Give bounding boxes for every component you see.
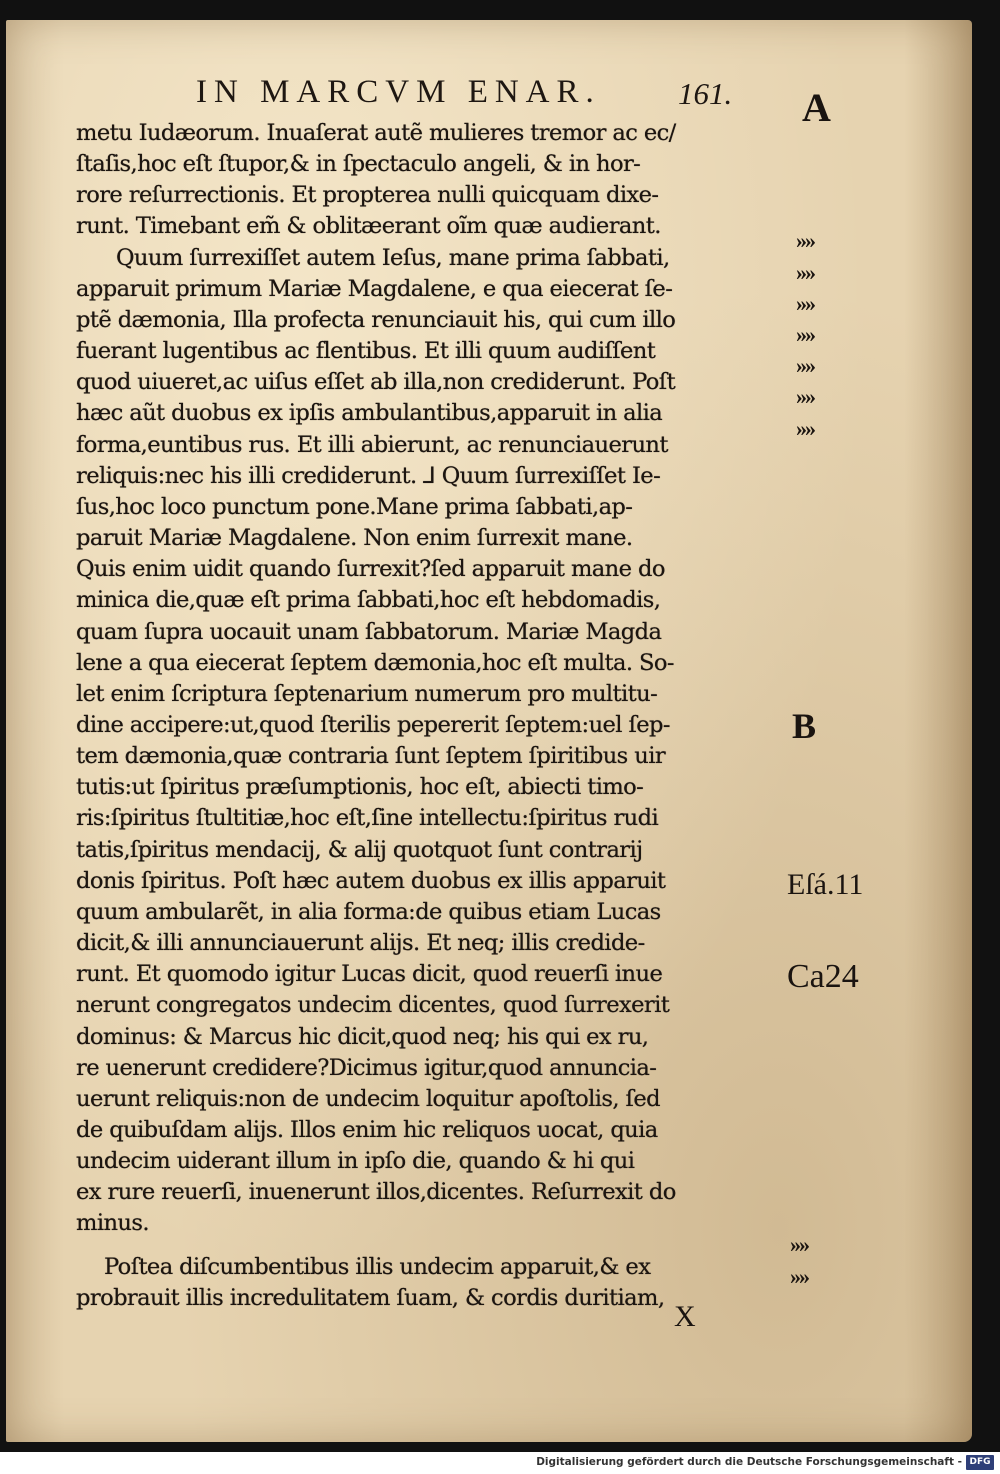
text-line: Quis enim uidit quando ſurrexit?ſed apparuit mane do	[76, 556, 665, 583]
text-line: Poſtea diſcumbentibus illis undecim apparuit,& ex	[104, 1253, 651, 1280]
text-line: dicit,& illi annunciauerunt alijs. Et neq; illis credide-	[76, 930, 645, 957]
text-line: ſtaſis,hoc eſt ſtupor,& in ſpectaculo angeli, & in hor-	[76, 151, 641, 178]
text-line: probrauit illis incredulitatem ſuam, & cordis duritiam,	[76, 1284, 665, 1311]
text-line: tem dæmonia,quæ contraria ſunt ſeptem ſpiritibus uir	[76, 743, 666, 770]
text-line: re uenerunt credidere?Dicimus igitur,quod annuncia-	[76, 1054, 657, 1081]
text-line: ex rure reuerſi, inuenerunt illos,dicentes. Reſurrexit do	[76, 1179, 676, 1206]
margin-letter-b: B	[792, 706, 817, 746]
body-text	[76, 118, 791, 1314]
text-line: paruit Mariæ Magdalene. Non enim ſurrexit mane.	[76, 525, 633, 552]
quote-mark: »»	[796, 291, 814, 316]
text-line: runt. Et quomodo igitur Lucas dicit, quod reuerſi inue	[76, 961, 663, 988]
text-line: nerunt congregatos undecim dicentes, quod ſurrexerit	[76, 992, 670, 1019]
text-line: dominus: & Marcus hic dicit,quod neq; his qui ex ru,	[76, 1023, 649, 1050]
paragraph-gap	[76, 1240, 791, 1252]
text-line: ris:ſpiritus ſtultitiæ,hoc eſt,ſine intellectu:ſpiritus rudi	[76, 805, 659, 832]
text-line: quum ambularẽt, in alia forma:de quibus etiam Lucas	[76, 898, 661, 925]
text-line: runt. Timebant em̃ & oblitæerant oĩm quæ audierant.	[76, 213, 661, 240]
text-line: hæc aũt duobus ex ipſis ambulantibus,apparuit in alia	[76, 400, 663, 427]
text-line: undecim uiderant illum in ipſo die, quando & hi qui	[76, 1148, 635, 1175]
quote-mark: »»	[796, 384, 814, 409]
text-line: donis ſpiritus. Poſt hæc autem duobus ex illis apparuit	[76, 867, 666, 894]
text-line: tutis:ut ſpiritus præſumptionis, hoc eſt, abiecti timo-	[76, 774, 644, 801]
footer-bar	[0, 1452, 1000, 1474]
text-line: fuerant lugentibus ac flentibus. Et illi quum audiſſent	[76, 338, 656, 365]
text-line: tatis,ſpiritus mendacij, & alij quotquot ſunt contrarij	[76, 836, 643, 863]
quote-mark: »»	[796, 322, 814, 347]
dfg-logo: DFG	[966, 1455, 994, 1470]
text-line: dine accipere:ut,quod ſterilis pepererit ſeptem:uel ſep-	[76, 711, 670, 738]
quote-mark: »»	[796, 353, 814, 378]
text-line: lene a qua eiecerat ſeptem dæmonia,hoc eſt multa. So-	[76, 649, 674, 676]
text-line: forma,euntibus rus. Et illi abierunt, ac renunciauerunt	[76, 431, 668, 458]
text-line: quod uiueret,ac uiſus eſſet ab illa,non crediderunt. Poſt	[76, 369, 676, 396]
margin-letter-a: A	[802, 85, 831, 130]
signature-mark: X	[674, 1300, 696, 1333]
text-line: ptẽ dæmonia, Illa profecta renunciauit his, qui cum illo	[76, 306, 676, 333]
text-line: ſus,hoc loco punctum pone.Mane prima ſabbati,ap-	[76, 493, 633, 520]
quote-mark: »»	[796, 416, 814, 441]
quote-mark: »»	[790, 1264, 808, 1289]
book-page	[6, 20, 972, 1442]
text-line: let enim ſcriptura ſeptenarium numerum pro multitu-	[76, 680, 658, 707]
text-line: de quibuſdam alijs. Illos enim hic reliquos uocat, quia	[76, 1117, 658, 1143]
text-line: quam ſupra uocauit unam ſabbatorum. Mariæ Magda	[76, 618, 662, 645]
running-head: IN MARCVM ENAR.	[196, 74, 601, 110]
text-line: minica die,quæ eſt prima ſabbati,hoc eſt hebdomadis,	[76, 587, 661, 614]
text-line: reliquis:nec his illi crediderunt. ⅃ Quum ſurrexiſſet Ie-	[76, 462, 661, 489]
text-line: minus.	[76, 1210, 149, 1237]
text-line: Quum ſurrexiſſet autem Ieſus, mane prima ſabbati,	[116, 244, 670, 271]
margin-note-esa: Eſá.11	[787, 868, 864, 901]
quote-mark: »»	[790, 1232, 808, 1257]
quote-mark: »»	[796, 260, 814, 285]
quote-mark: »»	[796, 228, 814, 253]
text-line: apparuit primum Mariæ Magdalene, e qua eiecerat ſe-	[76, 275, 673, 302]
text-line: uerunt reliquis:non de undecim loquitur apoſtolis, ſed	[76, 1085, 660, 1112]
margin-note-ca: Ca24	[787, 958, 859, 995]
folio-number: 161.	[678, 76, 733, 111]
text-line: rore reſurrectionis. Et propterea nulli quicquam dixe-	[76, 182, 659, 209]
text-line: metu Iudæorum. Inuaſerat autẽ mulieres tremor ac ec/	[76, 120, 676, 146]
footer-credit: Digitalisierung gefördert durch die Deutsche Forschungsgemeinschaft -	[536, 1456, 962, 1468]
